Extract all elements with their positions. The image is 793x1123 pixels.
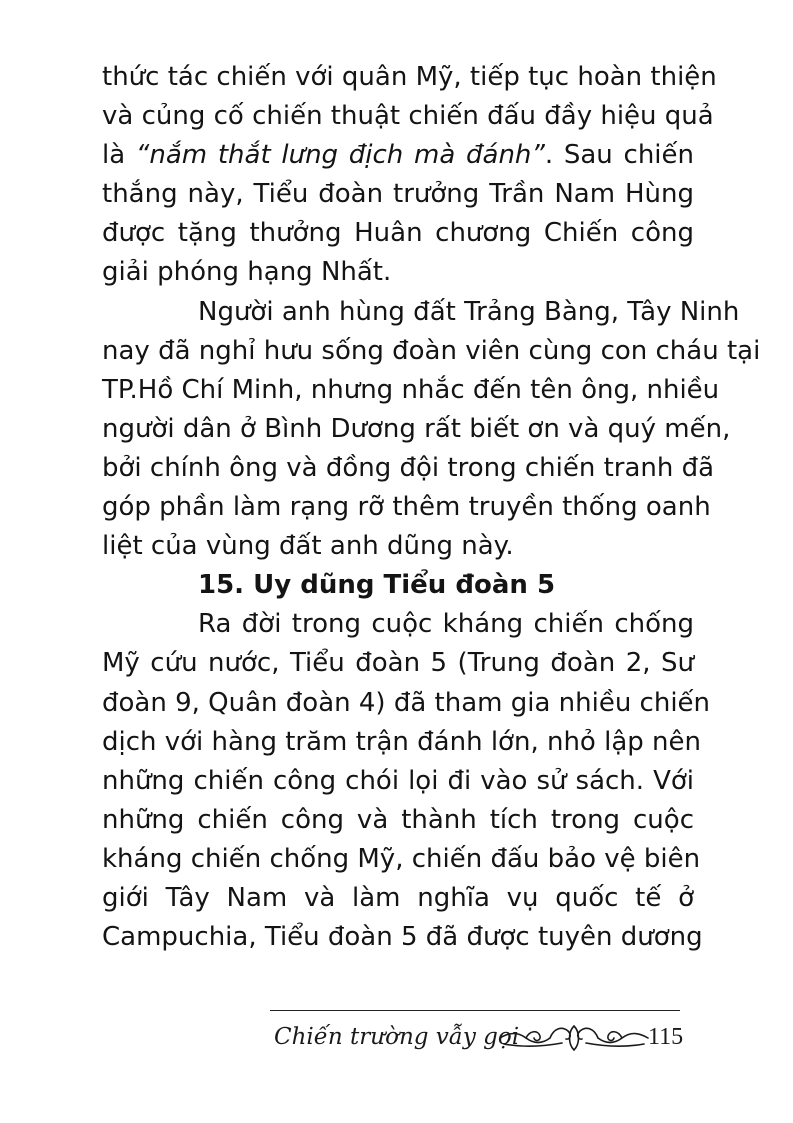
text-line: thức tác chiến với quân Mỹ, tiếp tục hoàn thiện [102,62,717,92]
text-line: liệt của vùng đất anh dũng này. [102,531,514,562]
text-line: bởi chính ông và đồng đội trong chiến tranh đã [102,452,715,483]
text-line [102,136,694,175]
text-line: được tặng thưởng Huân chương Chiến công [102,218,694,249]
text-line: người dân ở Bình Dương rất biết ơn và quý mến, [102,413,731,444]
text-line: góp phần làm rạng rỡ thêm truyền thống oanh [102,492,711,523]
text-line: kháng chiến chống Mỹ, chiến đấu bảo vệ biên [102,843,701,874]
text-line: đoàn 9, Quân đoàn 4) đã tham gia nhiều chiến [102,687,711,718]
text-line: nay đã nghỉ hưu sống đoàn viên cùng con cháu tại [102,335,761,366]
text-run: . Sau chiến [544,140,694,171]
page-number: 115 [648,1024,684,1050]
text-line: Người anh hùng đất Trảng Bàng, Tây Ninh [198,296,740,327]
text-line: Campuchia, Tiểu đoàn 5 đã được tuyên dương [102,922,703,953]
text-line: Mỹ cứu nước, Tiểu đoàn 5 (Trung đoàn 2, Sư [102,648,694,679]
paragraph-1 [102,58,717,293]
text-line: Ra đời trong cuộc kháng chiến chống [198,609,694,640]
paragraph-3 [102,605,711,957]
text-line: thắng này, Tiểu đoàn trưởng Trần Nam Hùng [102,179,694,210]
quoted-phrase: “nắm thắt lưng địch mà đánh” [135,140,545,171]
text-run: là [102,140,136,171]
text-line: dịch với hàng trăm trận đánh lớn, nhỏ lập nên [102,726,701,757]
text-line: những chiến công chói lọi đi vào sử sách. Với [102,765,694,796]
text-line: những chiến công và thành tích trong cuộc [102,804,694,835]
text-line: TP.Hồ Chí Minh, nhưng nhắc đến tên ông, nhiều [102,374,720,405]
text-line: giải phóng hạng Nhất. [102,257,392,288]
text-line: và củng cố chiến thuật chiến đấu đầy hiệu quả [102,101,714,132]
book-title: Chiến trường vẫy gọi [274,1024,520,1050]
text-line: giới Tây Nam và làm nghĩa vụ quốc tế ở [102,882,694,913]
paragraph-2 [102,293,761,567]
section-heading: 15. Uy dũng Tiểu đoàn 5 [198,570,556,601]
page-body [102,58,761,957]
scroll-ornament-icon [496,1022,652,1054]
footer-rule [270,1010,680,1011]
page-footer [270,1010,690,1070]
